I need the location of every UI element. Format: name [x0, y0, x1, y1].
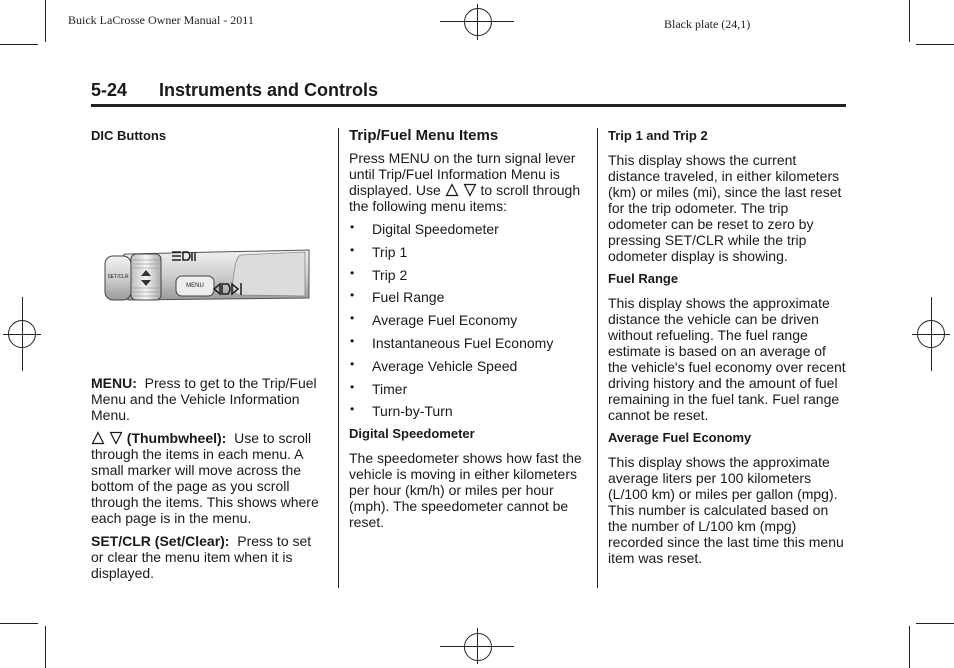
trip-heading: Trip 1 and Trip 2 — [608, 128, 708, 143]
crop-mark — [0, 44, 38, 45]
bullet-icon: • — [350, 333, 355, 348]
digital-speedometer-heading: Digital Speedometer — [349, 426, 475, 442]
column-dic-buttons — [91, 128, 327, 588]
crop-mark — [45, 0, 46, 42]
list-item-text: Turn-by-Turn — [372, 403, 453, 420]
trip-fuel-intro-text: Press MENU on the turn signal lever until Trip/Fuel Information Menu is displayed. Use — [349, 150, 576, 198]
crop-mark — [0, 623, 38, 624]
list-item — [349, 221, 585, 237]
list-item-text: Digital Speedometer — [372, 221, 499, 237]
trip-fuel-intro — [349, 150, 585, 214]
bullet-icon: • — [350, 356, 355, 371]
list-item — [349, 335, 585, 351]
list-item — [349, 358, 585, 374]
list-item-text: Average Vehicle Speed — [372, 357, 518, 374]
bullet-icon: • — [350, 265, 355, 280]
column-trip-fuel-details — [608, 128, 846, 573]
thumbwheel-label: (Thumbwheel): — [126, 430, 227, 446]
column-divider — [338, 128, 339, 588]
list-item — [349, 289, 585, 305]
bullet-icon: • — [350, 242, 355, 257]
crop-mark — [909, 626, 910, 668]
menu-text: Press to get to the Trip/Fuel Menu and the Vehicle Information Menu. — [91, 375, 317, 423]
bullet-icon: • — [350, 402, 355, 417]
setclr-text: Press to set or clear the menu item when it is displayed. — [91, 533, 312, 581]
column-divider — [597, 128, 598, 588]
list-item — [349, 267, 585, 283]
thumbwheel-description — [91, 430, 327, 526]
setclr-label: SET/CLR (Set/Clear): — [91, 533, 230, 549]
menu-label: MENU: — [91, 375, 137, 391]
list-item — [349, 381, 585, 397]
running-head — [91, 80, 846, 107]
turn-signal-lever-illustration — [91, 152, 327, 352]
manual-title: Buick LaCrosse Owner Manual - 2011 — [68, 13, 254, 27]
list-item-text: Timer — [372, 380, 408, 397]
list-item-text: Fuel Range — [372, 289, 445, 306]
trip-fuel-heading: Trip/Fuel Menu Items — [349, 127, 499, 144]
thumbwheel-text: Use to scroll through the items in each menu. A small marker will move across the bottom of the page as you scroll through the items. This shows where each page is in the menu. — [91, 430, 319, 526]
fuel-range-heading: Fuel Range — [608, 271, 679, 286]
menu-button-label: MENU — [186, 283, 204, 289]
trip-text: This display shows the current distance traveled, in either kilometers (km) or miles (mi), since the last reset for the trip odometer. The trip odometer can be reset to zero by pressing SET/CLR while the trip odometer display is showing. — [608, 152, 842, 264]
digital-speedometer-text: The speedometer shows how fast the vehicle is moving in either kilometers per hour (km/h) or miles per hour (mph). The speedometer cannot be reset. — [349, 450, 582, 531]
menu-description — [91, 375, 327, 423]
crop-mark — [909, 0, 910, 42]
fuel-range-text: This display shows the approximate distance the vehicle can be driven without refueling. The fuel range estimate is based on an average of the vehicle's fuel economy over recent driving history and the amount of fuel remaining in the fuel tank. Fuel range cannot be reset. — [608, 295, 846, 423]
crop-mark — [45, 626, 46, 668]
bullet-icon: • — [350, 379, 355, 394]
crop-mark — [916, 44, 954, 45]
list-item-text: Instantaneous Fuel Economy — [372, 334, 554, 351]
thumbwheel-up-icon — [445, 183, 459, 197]
thumbwheel-up-icon — [91, 431, 105, 445]
bullet-icon: • — [350, 311, 355, 326]
list-item — [349, 244, 585, 260]
list-item-text: Trip 2 — [372, 266, 408, 283]
crop-mark — [916, 623, 954, 624]
dic-buttons-heading: DIC Buttons — [91, 128, 167, 143]
average-fuel-economy-heading: Average Fuel Economy — [608, 430, 752, 445]
thumbwheel-down-icon — [109, 431, 123, 445]
list-item — [349, 312, 585, 328]
list-item-text: Trip 1 — [372, 243, 408, 260]
setclr-button-label: SET/CLR — [107, 274, 129, 280]
list-item-text: Average Fuel Economy — [372, 312, 518, 329]
menu-items-list — [349, 221, 585, 419]
list-item — [349, 403, 585, 419]
column-trip-fuel-menu — [349, 128, 585, 537]
trip-fuel-intro-text: to scroll through the following menu items: — [349, 182, 581, 214]
page-number: 5-24 — [91, 80, 128, 100]
section-title: Instruments and Controls — [159, 80, 379, 100]
setclr-description — [91, 533, 327, 581]
plate-label: Black plate (24,1) — [664, 17, 751, 31]
bullet-icon: • — [350, 220, 355, 234]
average-fuel-economy-text: This display shows the approximate average liters per 100 kilometers (L/100 km) or miles per gallon (mpg). This number is calculated based on the number of L/100 km (mpg) recorded since the last time this menu item was reset. — [608, 454, 844, 566]
thumbwheel-down-icon — [463, 183, 477, 197]
bullet-icon: • — [350, 288, 355, 303]
